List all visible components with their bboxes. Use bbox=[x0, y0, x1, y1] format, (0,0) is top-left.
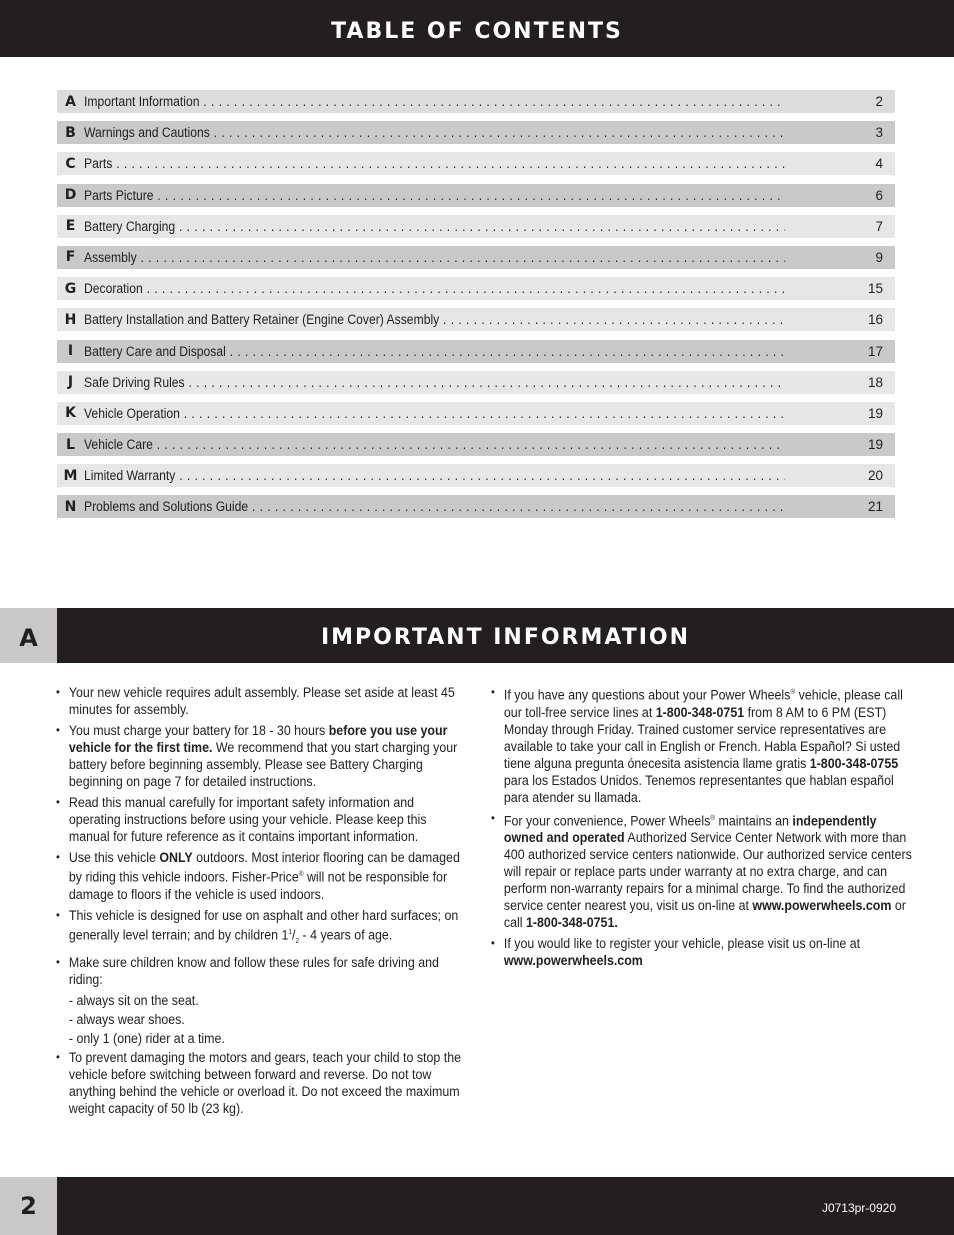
toc-letter: G bbox=[64, 280, 77, 297]
toc-row[interactable] bbox=[57, 184, 895, 207]
toc-row[interactable] bbox=[57, 433, 895, 456]
toc-letter: E bbox=[65, 218, 76, 235]
phone-number: 1-800-348-0751 bbox=[655, 704, 745, 720]
toc-row[interactable] bbox=[57, 152, 895, 175]
rule-item: - always sit on the seat. bbox=[68, 992, 199, 1008]
rule-item: - always wear shoes. bbox=[68, 1011, 185, 1027]
toc-title: Important Information . . . bbox=[84, 94, 785, 109]
toc-row[interactable] bbox=[57, 246, 895, 269]
bullet-text: from 8 AM to 6 PM (EST) Monday through Friday. Trained customer service representatives are available to take your call in English or French. Habla Español? Si usted tiene alguna pregunta ónecesita asistencia llame gratis bbox=[503, 704, 901, 771]
right-column bbox=[491, 684, 921, 973]
bullet-text: Your new vehicle requires adult assembly. Please set aside at least 45 minutes for assembly. bbox=[68, 685, 455, 717]
bullet-text: Make sure children know and follow these rules for safe driving and riding: bbox=[68, 954, 439, 987]
toc-page: 15 bbox=[863, 281, 895, 296]
toc-title: Vehicle Care . . . bbox=[84, 437, 785, 452]
bullet-text: Authorized Service Center Network with more than 400 authorized service centers nationwide. Our authorized service centers will repair or replace parts under warranty at no extra charge, and can perform non-warranty repairs for a minimal charge. To find the authorized service center nearest you, visit us on-line at bbox=[503, 830, 912, 913]
registered-mark: ® bbox=[710, 814, 716, 822]
toc-row[interactable] bbox=[57, 464, 895, 487]
bullet-text: will not be responsible for damage to floors if the vehicle is used indoors. bbox=[68, 869, 448, 902]
toc-page: 6 bbox=[863, 188, 895, 203]
toc-title: Assembly . . . bbox=[84, 250, 785, 265]
toc-header bbox=[0, 0, 954, 57]
toc-row[interactable] bbox=[57, 90, 895, 113]
toc-letter: J bbox=[67, 374, 74, 391]
toc-row[interactable] bbox=[57, 402, 895, 425]
list-item: • This vehicle is designed for use on asphalt and other hard surfaces; on generally level terrain; and by children $1^1/_2 - 4$ years of age. bbox=[56, 907, 467, 950]
toc-title: Battery Installation and Battery Retainer (Engine Cover) Assembly . . . bbox=[84, 312, 785, 327]
rule-item: - only 1 (one) rider at a time. bbox=[68, 1030, 225, 1046]
toc-letter: M bbox=[63, 467, 78, 484]
toc-page: 18 bbox=[863, 375, 895, 390]
list-item bbox=[56, 794, 467, 845]
toc-page: 4 bbox=[863, 156, 895, 171]
website-link[interactable]: www.powerwheels.com bbox=[752, 898, 892, 913]
toc-page: 9 bbox=[863, 250, 895, 265]
toc-heading: TABLE OF CONTENTS bbox=[331, 19, 623, 44]
page-number: 2 bbox=[0, 1177, 57, 1235]
list-item bbox=[56, 849, 467, 903]
fraction-numerator: 1 bbox=[288, 928, 293, 936]
info-list bbox=[56, 684, 470, 1117]
bullet-text: vehicle, please call our toll-free service lines at bbox=[503, 687, 903, 720]
bullet-text: maintains an bbox=[715, 813, 793, 828]
toc-page: 19 bbox=[863, 406, 895, 421]
bullet-text: or call bbox=[503, 898, 906, 930]
list-item bbox=[491, 935, 918, 969]
bullet-text: You must charge your battery for 18 - 30 hours bbox=[68, 723, 329, 738]
phone-number: 1-800-348-0751. bbox=[525, 915, 618, 930]
bullet-text: outdoors. Most interior flooring can be damaged by riding this vehicle indoors. Fisher-Price bbox=[68, 850, 460, 885]
bullet-text: This vehicle is designed for use on asphalt and other hard surfaces; on generally level terrain; and by children 1 bbox=[68, 907, 459, 942]
toc-letter: H bbox=[64, 311, 77, 328]
bullet-text: If you have any questions about your Power Wheels bbox=[503, 687, 791, 703]
section-tab: A bbox=[0, 608, 57, 663]
toc-page: 17 bbox=[863, 344, 895, 359]
toc-row[interactable] bbox=[57, 121, 895, 144]
bullet-text: To prevent damaging the motors and gears, teach your child to stop the vehicle before switching between forward and reverse. Do not tow anything behind the vehicle or overload it. Do not exceed the maximum weight capacity of 50 lb (23 kg). bbox=[68, 1049, 462, 1116]
section-header bbox=[57, 608, 954, 663]
registered-mark: ® bbox=[298, 871, 304, 878]
bullet-text: If you would like to register your vehicle, please visit us on-line at bbox=[503, 936, 861, 951]
table-of-contents bbox=[57, 90, 895, 527]
bullet-text: Read this manual carefully for important safety information and operating instructions before using your vehicle. Please keep this manual for future reference as it contains important information. bbox=[68, 795, 427, 844]
info-list bbox=[491, 684, 921, 969]
section-heading: IMPORTANT INFORMATION bbox=[320, 625, 691, 650]
bullet-text: Use this vehicle bbox=[68, 850, 160, 865]
toc-letter: C bbox=[65, 155, 76, 172]
toc-page: 2 bbox=[863, 94, 895, 109]
website-link[interactable]: www.powerwheels.com bbox=[503, 953, 643, 968]
toc-title: Problems and Solutions Guide . . . bbox=[84, 499, 785, 514]
document-code: J0713pr-0920 bbox=[821, 1201, 896, 1215]
toc-row[interactable] bbox=[57, 215, 895, 238]
toc-row[interactable] bbox=[57, 308, 895, 331]
toc-title: Limited Warranty . . . bbox=[84, 468, 785, 483]
bullet-text: para los Estados Unidos. Tenemos representantes que hablan español para atender su llamada. bbox=[503, 772, 894, 805]
toc-page: 16 bbox=[863, 312, 895, 327]
toc-letter: K bbox=[65, 405, 76, 422]
list-item bbox=[56, 954, 467, 988]
toc-title: Safe Driving Rules . . . bbox=[84, 375, 785, 390]
toc-title: Parts Picture . . . bbox=[84, 188, 785, 203]
toc-row[interactable] bbox=[57, 495, 895, 518]
left-column bbox=[56, 684, 470, 1121]
toc-letter: D bbox=[64, 187, 77, 204]
list-item bbox=[56, 1049, 467, 1117]
toc-page: 19 bbox=[863, 437, 895, 452]
toc-letter: I bbox=[67, 343, 74, 359]
toc-title: Parts . . . bbox=[84, 156, 785, 171]
toc-page: 7 bbox=[863, 219, 895, 234]
bullet-bold: independently owned and operated bbox=[503, 813, 877, 845]
toc-title: Decoration . . . bbox=[84, 281, 785, 296]
toc-letter: L bbox=[66, 436, 75, 453]
registered-mark: ® bbox=[790, 689, 796, 696]
bullet-text: - 4 years of age. bbox=[299, 927, 393, 942]
list-item bbox=[56, 684, 467, 718]
list-item bbox=[56, 722, 467, 790]
toc-row[interactable] bbox=[57, 371, 895, 394]
fraction-denominator: 2 bbox=[295, 937, 300, 945]
bullet-text: For your convenience, Power Wheels bbox=[503, 813, 711, 828]
toc-letter: N bbox=[64, 498, 77, 515]
toc-page: 21 bbox=[863, 499, 895, 514]
toc-title: Vehicle Operation . . . bbox=[84, 406, 785, 421]
bullet-text: We recommend that you start charging your battery before beginning assembly. Please see Battery Charging beginning on page 7 for detailed instructions. bbox=[68, 740, 458, 789]
toc-title: Battery Charging . . . bbox=[84, 219, 785, 234]
toc-letter: A bbox=[65, 93, 76, 110]
toc-letter: F bbox=[65, 249, 76, 266]
bullet-bold: before you use your vehicle for the first time. bbox=[68, 723, 448, 755]
phone-number: 1-800-348-0755 bbox=[809, 755, 899, 771]
list-item bbox=[491, 810, 918, 932]
toc-letter: B bbox=[65, 124, 76, 141]
toc-page: 3 bbox=[863, 125, 895, 140]
toc-page: 20 bbox=[863, 468, 895, 483]
toc-row[interactable] bbox=[57, 277, 895, 300]
toc-row[interactable] bbox=[57, 340, 895, 363]
bullet-bold: ONLY bbox=[159, 850, 193, 865]
list-item bbox=[491, 684, 918, 806]
toc-title: Battery Care and Disposal . . . bbox=[84, 344, 785, 359]
toc-title: Warnings and Cautions . . . bbox=[84, 125, 785, 140]
footer-bar bbox=[57, 1177, 954, 1235]
